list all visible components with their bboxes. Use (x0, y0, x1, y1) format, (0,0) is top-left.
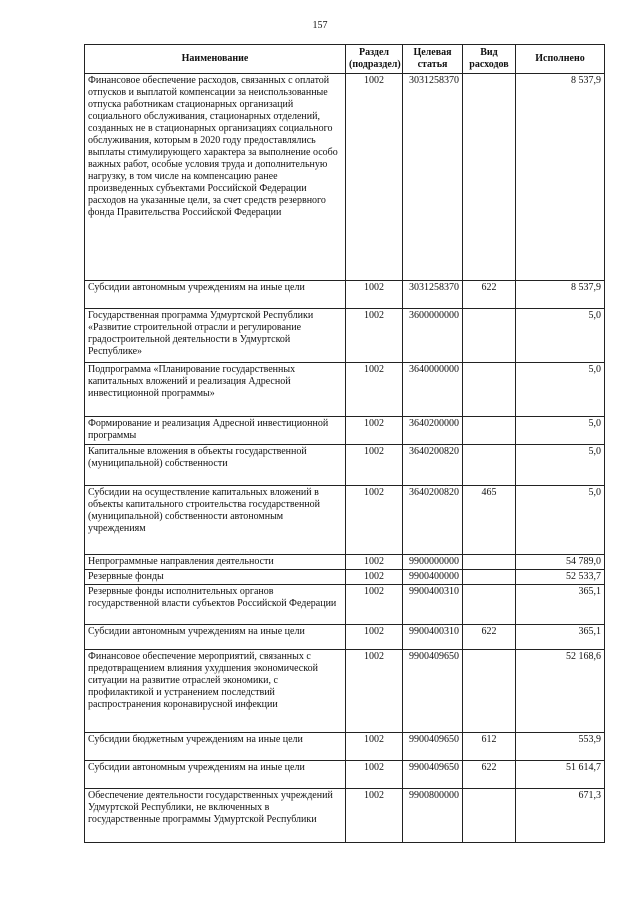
row-section: 1002 (346, 363, 403, 417)
row-section: 1002 (346, 486, 403, 555)
table-row (85, 625, 605, 650)
row-section: 1002 (346, 650, 403, 733)
row-section: 1002 (346, 625, 403, 650)
row-name: Капитальные вложения в объекты государственной (муниципальной) собственности (85, 445, 346, 486)
row-executed: 553,9 (516, 733, 605, 761)
row-name: Субсидии автономным учреждениям на иные цели (85, 761, 346, 789)
row-expense-type (463, 309, 516, 363)
table-row (85, 309, 605, 363)
table-row (85, 74, 605, 281)
row-name: Субсидии бюджетным учреждениям на иные цели (85, 733, 346, 761)
row-expense-type (463, 789, 516, 843)
header-section: Раздел (подраздел) (346, 45, 403, 74)
row-executed: 8 537,9 (516, 281, 605, 309)
row-section: 1002 (346, 417, 403, 445)
row-executed: 365,1 (516, 585, 605, 625)
row-name: Финансовое обеспечение мероприятий, связанных с предотвращением влияния ухудшения экономической ситуации на развитие отраслей экономики, с профилактикой и устранением последствий распространения коронавирусной инфекции (85, 650, 346, 733)
row-name: Подпрограмма «Планирование государственных капитальных вложений и реализация Адресной инвестиционной программы» (85, 363, 346, 417)
row-name: Государственная программа Удмуртской Республики «Развитие строительной отрасли и регулирование градостроительной деятельности в Удмуртской Республике» (85, 309, 346, 363)
row-article: 9900000000 (403, 555, 463, 570)
row-article: 9900409650 (403, 761, 463, 789)
row-section: 1002 (346, 281, 403, 309)
row-name: Резервные фонды (85, 570, 346, 585)
row-executed: 8 537,9 (516, 74, 605, 281)
table-row (85, 486, 605, 555)
row-executed: 52 533,7 (516, 570, 605, 585)
row-expense-type: 622 (463, 625, 516, 650)
budget-table (84, 44, 605, 843)
row-name: Субсидии автономным учреждениям на иные цели (85, 625, 346, 650)
row-article: 3600000000 (403, 309, 463, 363)
row-section: 1002 (346, 74, 403, 281)
table-row (85, 761, 605, 789)
row-article: 9900400310 (403, 625, 463, 650)
table-row (85, 585, 605, 625)
row-name: Субсидии на осуществление капитальных вложений в объекты капитального строительства государственной (муниципальной) собственности автономным учреждениям (85, 486, 346, 555)
row-name: Резервные фонды исполнительных органов государственной власти субъектов Российской Федерации (85, 585, 346, 625)
row-article: 9900800000 (403, 789, 463, 843)
table-row (85, 555, 605, 570)
table-row (85, 650, 605, 733)
row-article: 9900400310 (403, 585, 463, 625)
row-expense-type (463, 650, 516, 733)
row-article: 3031258370 (403, 74, 463, 281)
table-header-row (85, 45, 605, 74)
row-executed: 5,0 (516, 417, 605, 445)
row-expense-type: 622 (463, 281, 516, 309)
row-section: 1002 (346, 789, 403, 843)
row-executed: 5,0 (516, 309, 605, 363)
row-article: 9900409650 (403, 650, 463, 733)
row-expense-type: 612 (463, 733, 516, 761)
row-executed: 365,1 (516, 625, 605, 650)
table-row (85, 789, 605, 843)
row-expense-type (463, 363, 516, 417)
row-article: 3640000000 (403, 363, 463, 417)
table-row (85, 570, 605, 585)
row-expense-type (463, 585, 516, 625)
row-section: 1002 (346, 761, 403, 789)
row-article: 9900400000 (403, 570, 463, 585)
row-section: 1002 (346, 445, 403, 486)
row-executed: 54 789,0 (516, 555, 605, 570)
row-article: 3640200820 (403, 445, 463, 486)
row-executed: 52 168,6 (516, 650, 605, 733)
row-executed: 51 614,7 (516, 761, 605, 789)
row-section: 1002 (346, 585, 403, 625)
row-section: 1002 (346, 555, 403, 570)
row-article: 3640200820 (403, 486, 463, 555)
row-executed: 5,0 (516, 363, 605, 417)
row-executed: 5,0 (516, 445, 605, 486)
header-article: Целевая статья (403, 45, 463, 74)
row-name: Формирование и реализация Адресной инвестиционной программы (85, 417, 346, 445)
row-name: Финансовое обеспечение расходов, связанных с оплатой отпусков и выплатой компенсации за неиспользованные отпуска работникам стационарных организаций социального обслуживания, стационарных отделений, созданных не в стационарных организациях социального обслуживания, которым в 2020 году предоставлялись выплаты стимулирующего характера за выполнение особо важных работ, особые условия труда и дополнительную нагрузку, в том числе на компенсацию ранее произведенных субъектами Российской Федерации расходов на указанные цели, за счет средств резервного фонда Правительства Российской Федерации (85, 74, 346, 281)
row-executed: 5,0 (516, 486, 605, 555)
row-name: Непрограммные направления деятельности (85, 555, 346, 570)
row-expense-type (463, 570, 516, 585)
table-row (85, 363, 605, 417)
row-name: Субсидии автономным учреждениям на иные цели (85, 281, 346, 309)
row-section: 1002 (346, 309, 403, 363)
table-row (85, 281, 605, 309)
row-article: 9900409650 (403, 733, 463, 761)
header-expense-type: Вид расходов (463, 45, 516, 74)
row-expense-type (463, 417, 516, 445)
row-section: 1002 (346, 733, 403, 761)
header-name: Наименование (85, 45, 346, 74)
row-section: 1002 (346, 570, 403, 585)
row-article: 3031258370 (403, 281, 463, 309)
row-expense-type: 465 (463, 486, 516, 555)
row-expense-type: 622 (463, 761, 516, 789)
row-executed: 671,3 (516, 789, 605, 843)
table-row (85, 417, 605, 445)
header-executed: Исполнено (516, 45, 605, 74)
row-article: 3640200000 (403, 417, 463, 445)
row-name: Обеспечение деятельности государственных учреждений Удмуртской Республики, не включенных в государственные программы Удмуртской Республики (85, 789, 346, 843)
table-row (85, 445, 605, 486)
row-expense-type (463, 74, 516, 281)
page-number: 157 (312, 20, 328, 31)
row-expense-type (463, 445, 516, 486)
row-expense-type (463, 555, 516, 570)
table-row (85, 733, 605, 761)
